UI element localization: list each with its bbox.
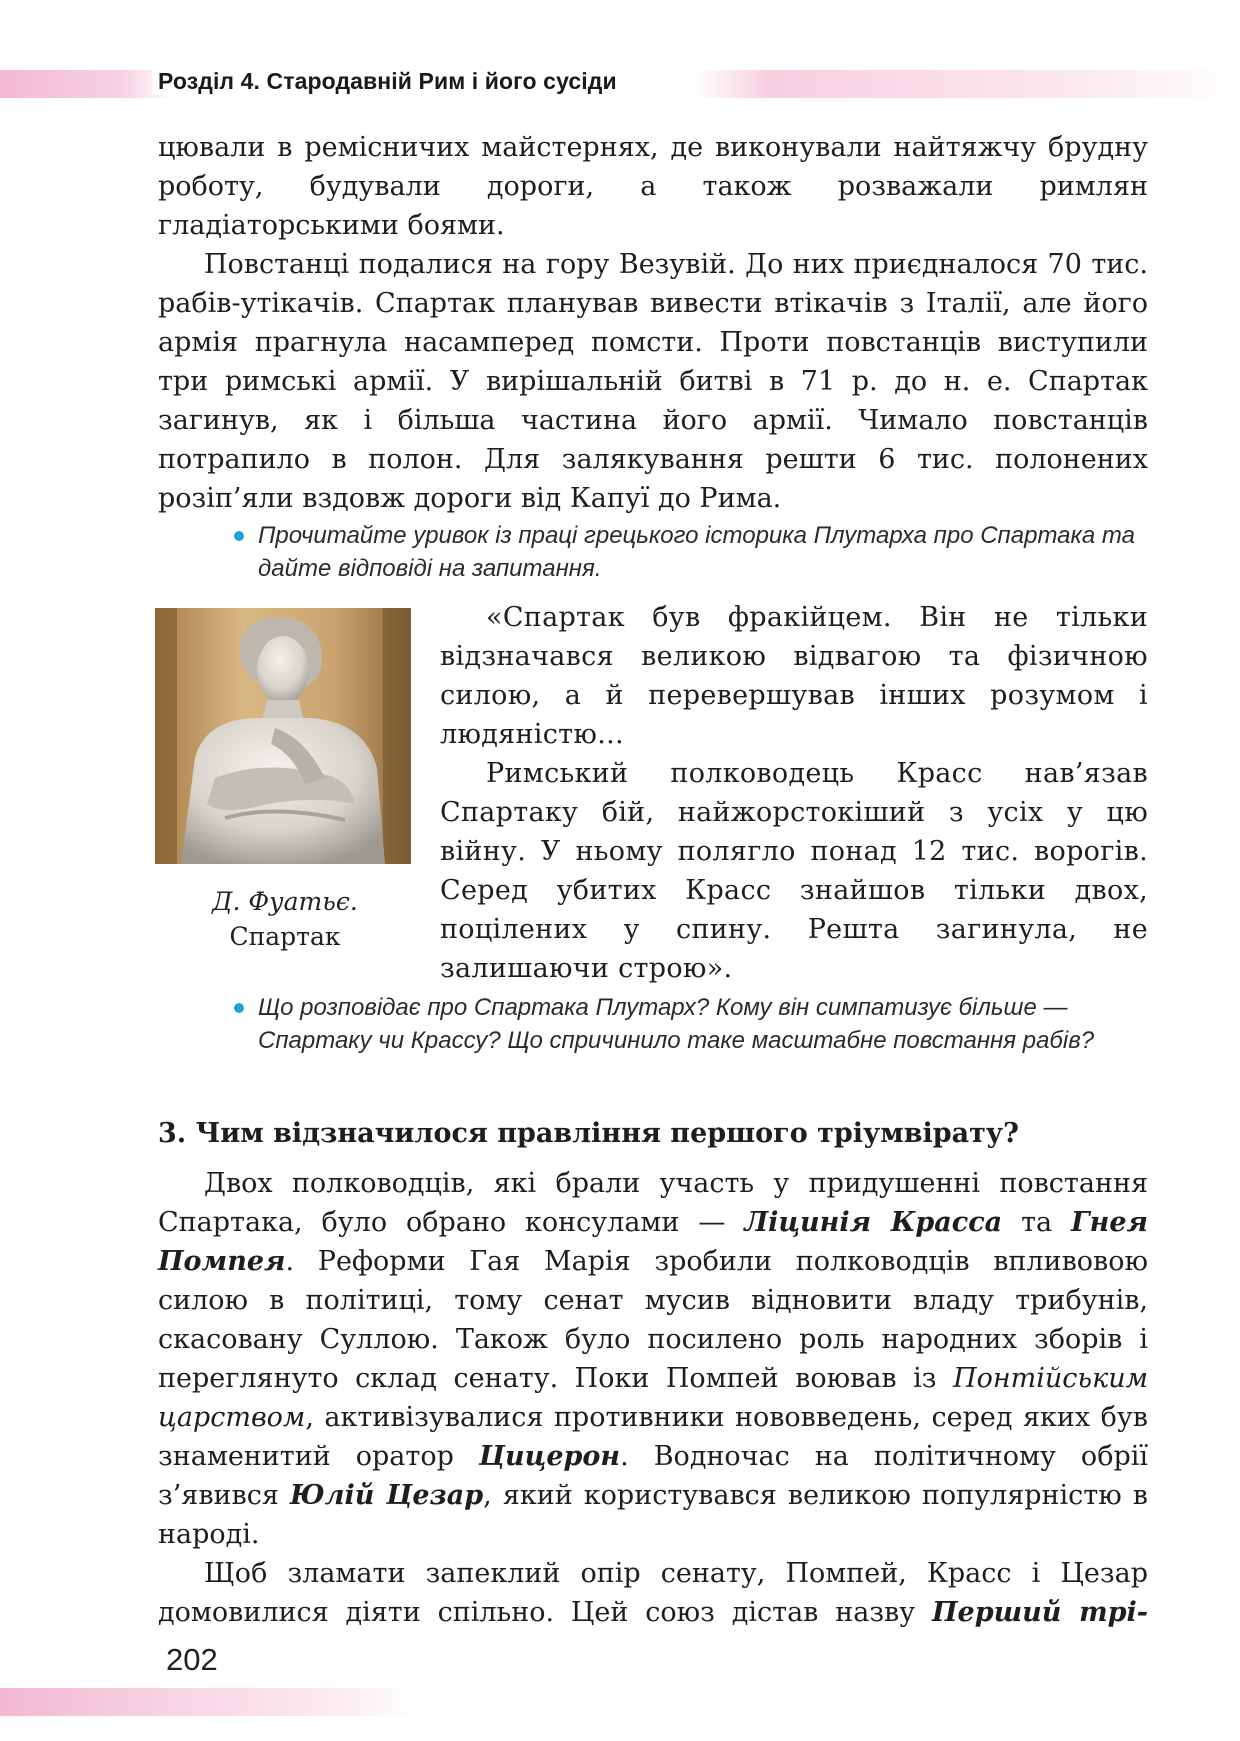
paragraph-1: цювали в ремісничих майстернях, де виконували найтяжчу брудну роботу, будували дороги, а також розважали римлян гладіаторськими боями. <box>158 132 1148 241</box>
term-julius-caesar: Юлій Цезар <box>289 1480 484 1511</box>
bullet-icon <box>234 531 244 541</box>
paragraph-2: Повстанці подалися на гору Везувій. До них приєдналося 70 тис. рабів-утікачів. Спартак планував вивести втікачів з Італії, але його армія прагнула насамперед помсти. Проти повстанців виступили три римські армії. У вирішальній битві в 71 р. до н. е. Спартак загинув, як і більша частина його армії. Чимало повстанців потрапило в полон. Для залякування решти 6 тис. полонених розіп’яли вздовж дороги від Капуї до Рима. <box>158 249 1148 514</box>
term-crassus: Ліцинія Красса <box>744 1207 1003 1238</box>
caption-title: Спартак <box>229 922 341 951</box>
quote-paragraph-1: «Спартак був фракійцем. Він не тільки відзначався великою відвагою та фізичною силою, а й перевершував інших розумом і людяністю... <box>440 602 1148 750</box>
caption-author: Д. Фуатьє. <box>212 887 358 916</box>
plutarch-quote <box>440 598 1148 988</box>
section-3-heading: 3. Чим відзначилося правління першого тріумвірату? <box>158 1118 1019 1149</box>
page-number: 202 <box>166 1642 218 1677</box>
section-3-paragraph-2: Щоб зламати запеклий опір сенату, Помпей, Красс і Цезар домовилися діяти спільно. Цей союз дістав назву Перший трі- <box>158 1558 1148 1628</box>
image-caption <box>150 884 420 954</box>
task-read-excerpt-text: Прочитайте уривок із праці грецького історика Плутарха про Спартака та дайте відповіді на запитання. <box>258 522 1135 582</box>
intro-text <box>158 128 1148 518</box>
spartacus-statue-image <box>155 608 411 864</box>
term-pompey: Гнея Помпея <box>158 1207 1149 1277</box>
section-3-text <box>158 1164 1148 1632</box>
statue-illustration <box>155 608 411 864</box>
term-first-triumvirate: Перший трі- <box>932 1597 1148 1628</box>
bullet-icon <box>234 1003 244 1013</box>
section-3-paragraph-1: Двох полководців, які брали участь у придушенні повстання Спартака, було обрано консулами — Ліцинія Красса та Гнея Помпея. Реформи Гая Марія зробили полководців впливовою силою в політиці, тому сенат мусив відновити владу трибунів, скасовану Суллою. Також було посилено роль народних зборів і переглянуто склад сенату. Поки Помпей воював із Понтійським царством, активізувалися противники нововведень, серед яких був знаменитий оратор Цицерон. Водночас на політичному обрії з’явився Юлій Цезар, який користувався великою популярністю в народі. <box>158 1168 1149 1550</box>
term-cicero: Цицерон <box>478 1441 621 1472</box>
task-questions <box>258 991 1148 1057</box>
task-questions-text: Що розповідає про Спартака Плутарх? Кому він симпатизує більше — Спартаку чи Крассу? Що спричинило таке масштабне повстання рабів? <box>258 994 1095 1054</box>
task-read-excerpt <box>258 519 1148 585</box>
chapter-title: Розділ 4. Стародавній Рим і його сусіди <box>152 68 629 95</box>
term-pontic-kingdom: Понтійським царством <box>158 1363 1148 1433</box>
footer-band <box>0 1688 420 1716</box>
quote-paragraph-2: Римський полководець Красс нав’язав Спартаку бій, найжорстокіший з усіх у цю війну. У ньому полягло понад 12 тис. ворогів. Серед убитих Красс знайшов тільки двох, поцілених у спину. Решта загинула, не залишаючи строю». <box>440 758 1148 984</box>
